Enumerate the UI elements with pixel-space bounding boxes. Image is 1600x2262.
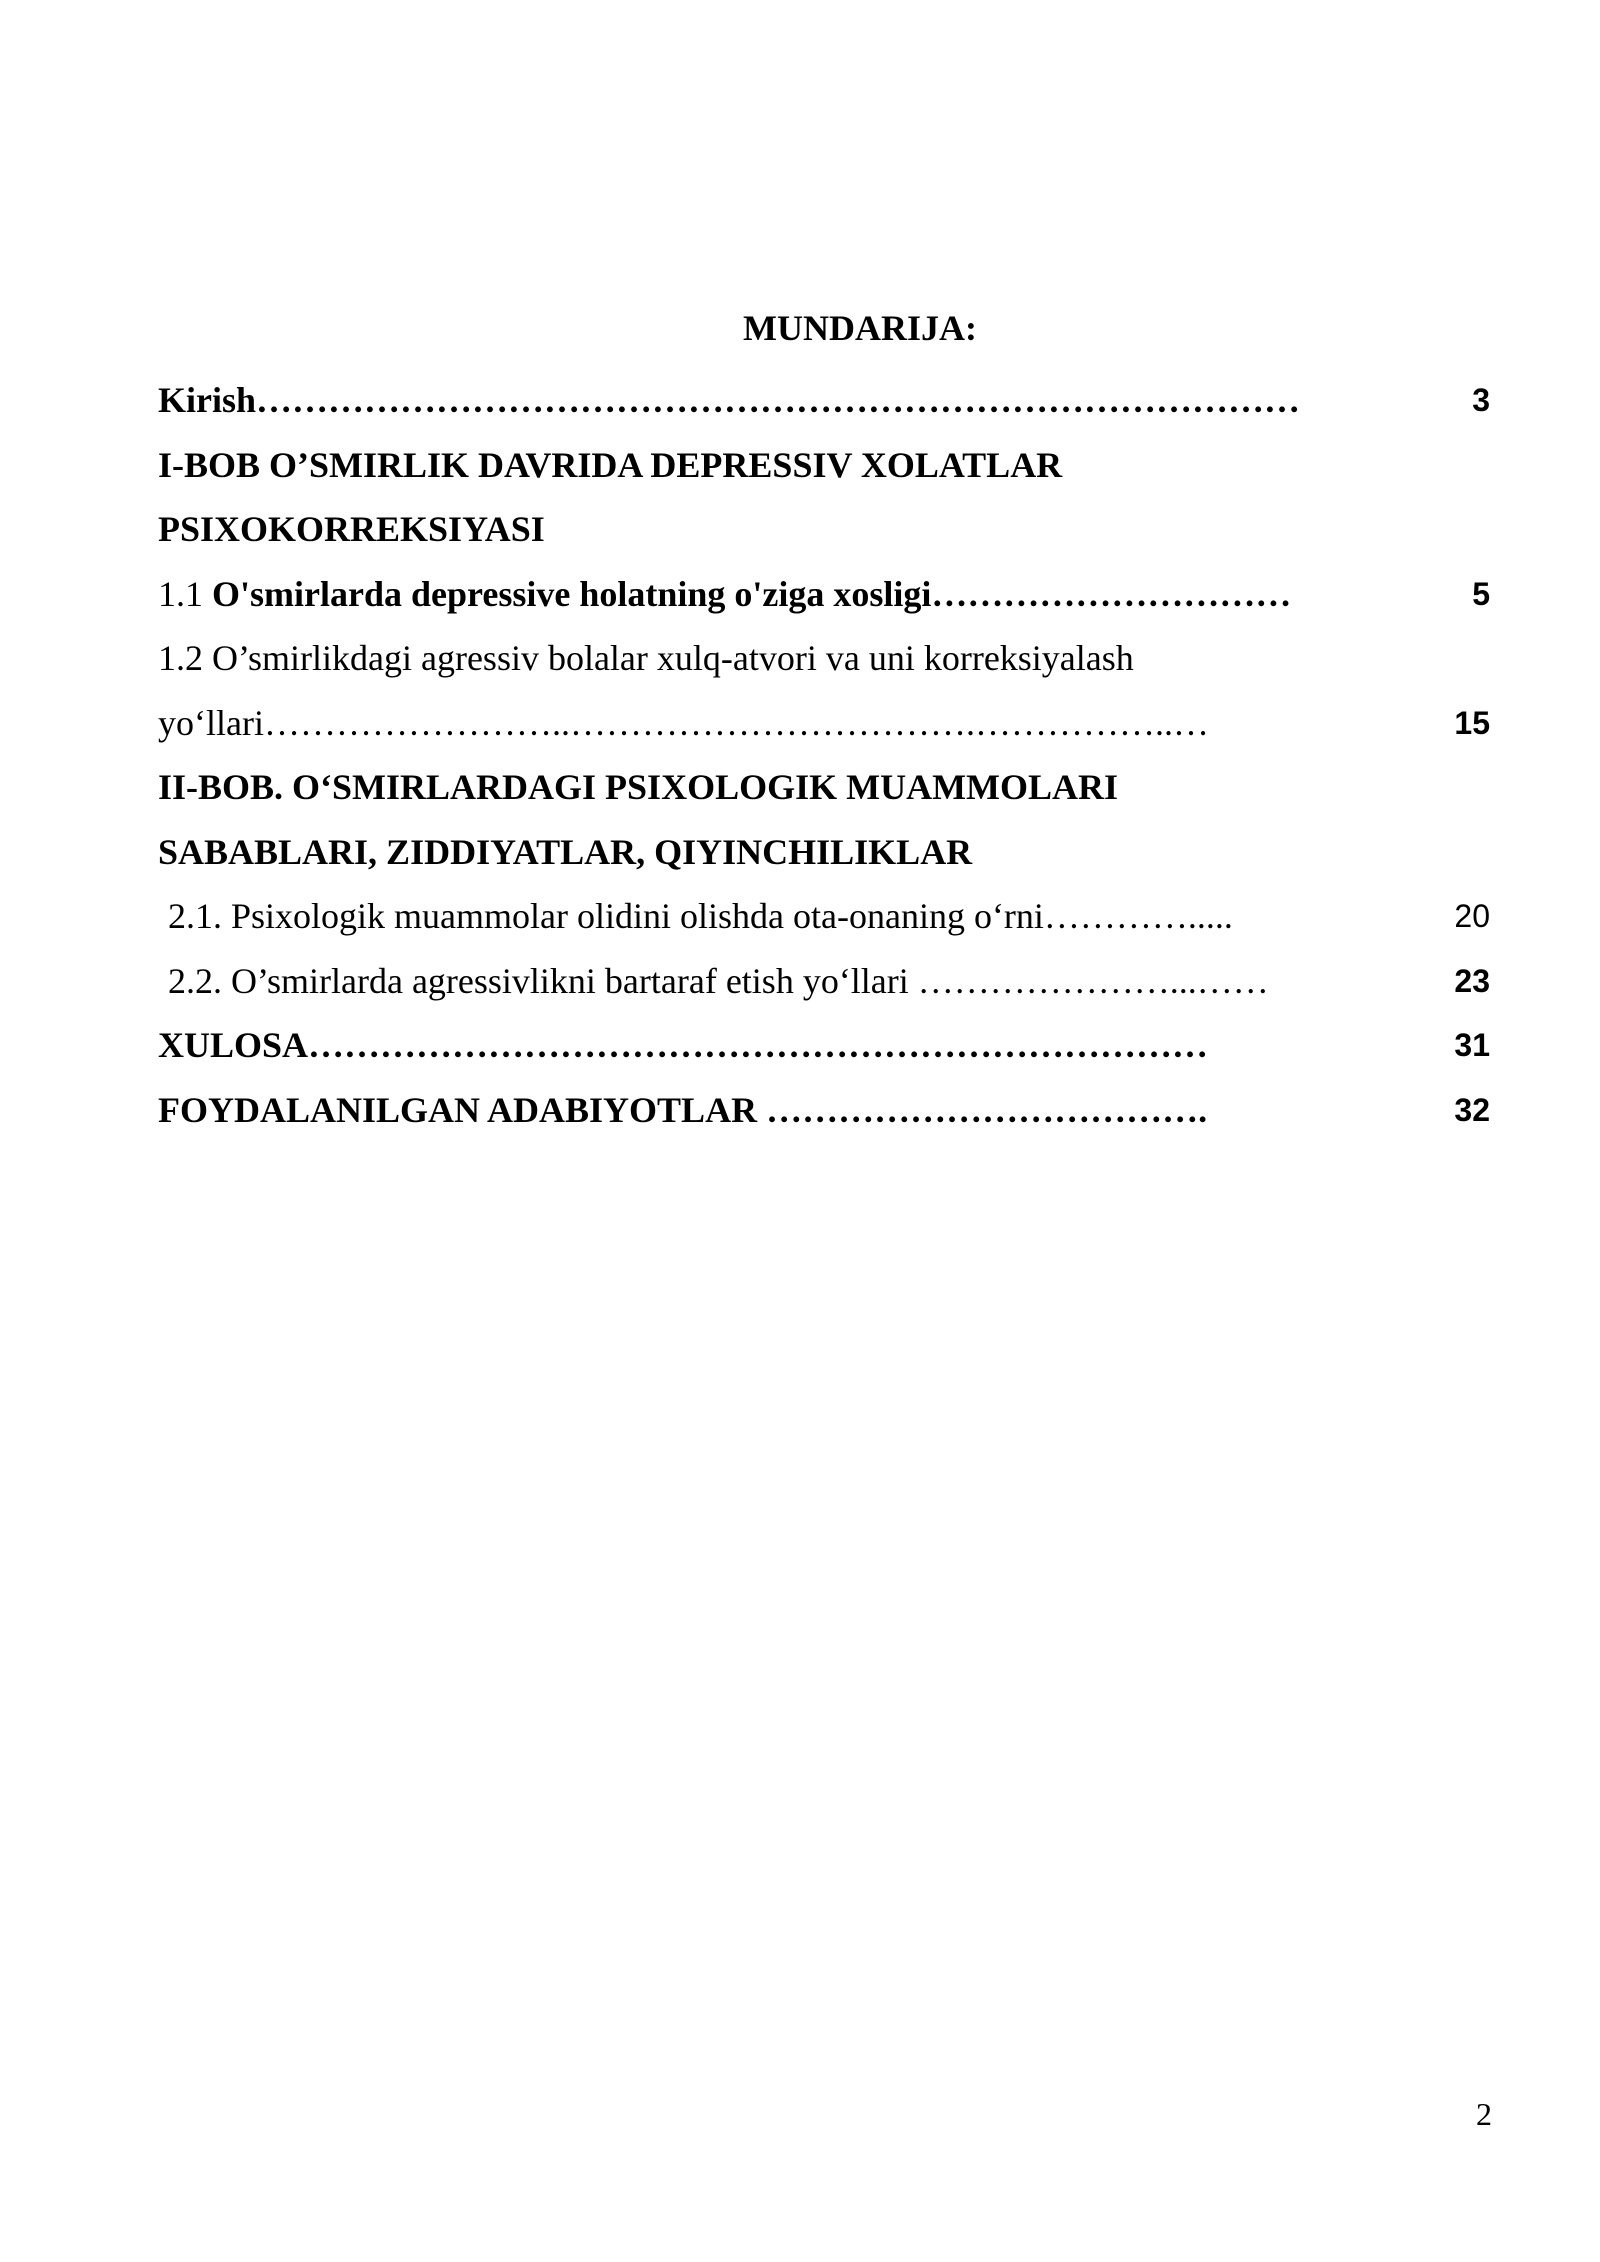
- toc-entry-title: yo‘llari……………………..…………………………….……………..…: [158, 702, 1209, 743]
- toc-entry-title: PSIXOKORREKSIYASI: [158, 509, 545, 549]
- toc-entry-title: [158, 562, 1291, 627]
- table-of-contents: [158, 368, 1490, 1142]
- toc-entry-title: I-BOB O’SMIRLIK DAVRIDA DEPRESSIV XOLATLAR: [158, 444, 1063, 485]
- toc-entry-title: II-BOB. O‘SMIRLARDAGI PSIXOLOGIK MUAMMOLARI: [158, 767, 1119, 807]
- toc-entry-section-1-2-line-1: [158, 626, 1490, 691]
- toc-entry-kirish: [158, 368, 1490, 433]
- toc-heading: MUNDARIJA:: [743, 308, 977, 348]
- toc-entry-xulosa: [158, 1013, 1490, 1078]
- page-number: 2: [1476, 2096, 1492, 2132]
- toc-entry-title: XULOSA…………………………………………………………………: [158, 1025, 1209, 1065]
- toc-entry-page: 32: [1454, 1091, 1490, 1128]
- toc-entry-section-2-1: [158, 884, 1490, 949]
- toc-entry-page: 15: [1454, 704, 1490, 741]
- toc-entry-chapter-1-line-2: [158, 497, 1490, 562]
- toc-entry-adabiyotlar: [158, 1078, 1490, 1143]
- toc-entry-section-2-2: [158, 949, 1490, 1014]
- toc-entry-title: 1.2 O’smirlikdagi agressiv bolalar xulq-atvori va uni korreksiyalash: [158, 638, 1134, 678]
- toc-entry-chapter-2-line-1: [158, 755, 1490, 820]
- toc-entry-title: Kirish……………………………………………………………………………: [158, 380, 1301, 420]
- toc-entry-section-1-2-line-2: [158, 691, 1490, 756]
- toc-entry-page: 3: [1472, 382, 1490, 418]
- toc-entry-page: 20: [1454, 898, 1490, 934]
- toc-entry-chapter-1-line-1: [158, 433, 1490, 498]
- toc-entry-title: SABABLARI, ZIDDIYATLAR, QIYINCHILIKLAR: [158, 831, 973, 872]
- toc-entry-title: FOYDALANILGAN ADABIYOTLAR ……………………………….: [158, 1089, 1208, 1130]
- toc-entry-title-text: O'smirlarda depressive holatning o'ziga xosligi…………………………: [212, 573, 1292, 614]
- toc-entry-page: 5: [1472, 575, 1490, 612]
- toc-entry-title: 2.1. Psixologik muammolar olidini olishda ota-onaning o‘rni………….....: [168, 896, 1233, 936]
- toc-entry-section-1-1: [158, 562, 1490, 627]
- toc-entry-page: 31: [1454, 1027, 1490, 1063]
- toc-entry-chapter-2-line-2: [158, 820, 1490, 885]
- toc-entry-page: 23: [1454, 962, 1490, 999]
- toc-entry-title: 2.2. O’smirlarda agressivlikni bartaraf etish yo‘llari …………………...……: [168, 960, 1269, 1001]
- toc-entry-number: 1.1: [158, 573, 212, 614]
